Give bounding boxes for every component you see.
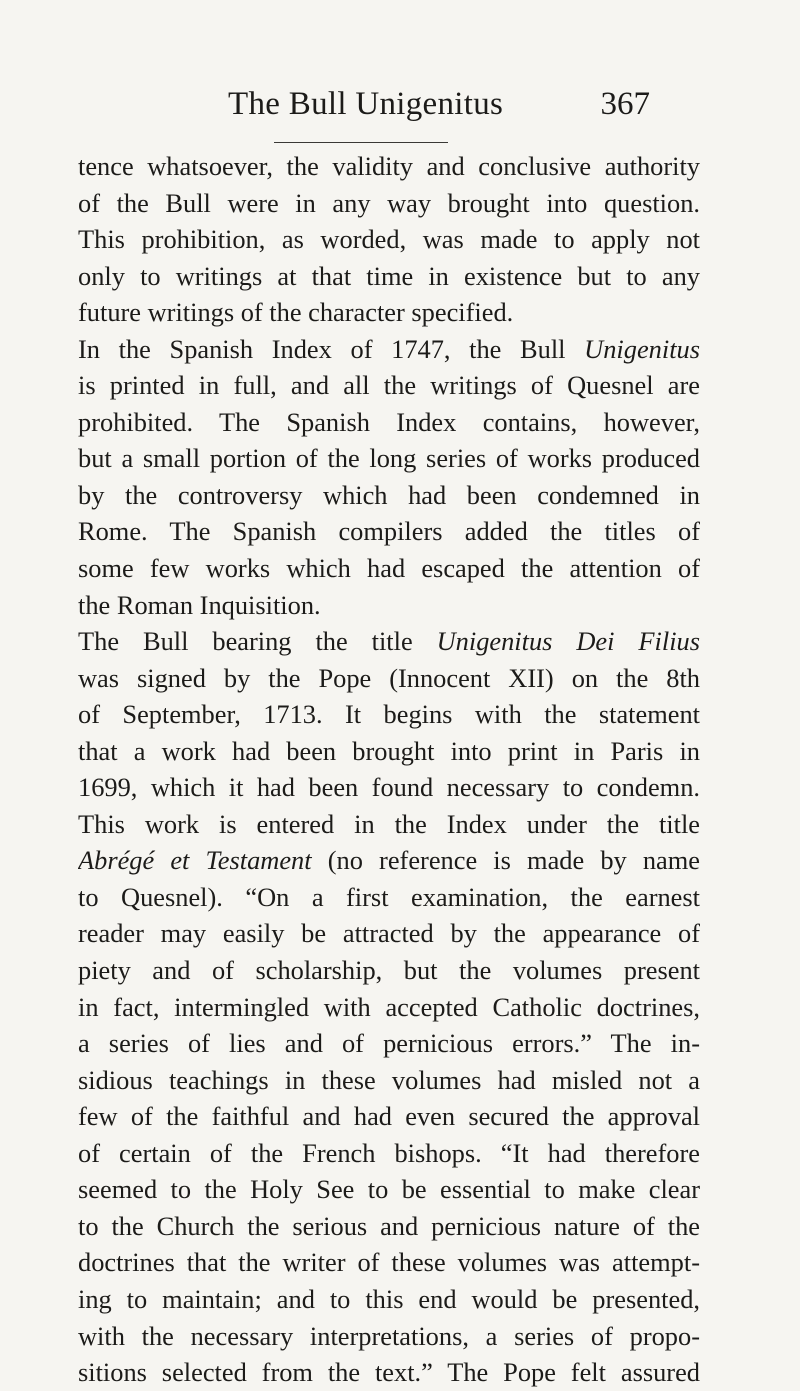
text-line: of certain of the French bishops. “It had therefore: [78, 1137, 700, 1168]
text-line: to Quesnel). “On a first examination, the earnest: [78, 881, 700, 912]
text-run: In the Spanish Index of 1747, the Bull: [78, 333, 585, 364]
italic-title: Unigenitus Dei Filius: [436, 626, 700, 657]
text-run: (no reference is made by name: [311, 845, 700, 876]
text-line: was signed by the Pope (Innocent XII) on the 8th: [78, 662, 700, 693]
text-line: few of the faithful and had even secured the approval: [78, 1101, 700, 1132]
running-head: [100, 86, 700, 130]
italic-title: Abrégé et Testament: [78, 845, 312, 876]
text-line: sitions selected from the text.” The Pope felt assured: [78, 1357, 700, 1388]
text-line: of the Bull were in any way brought into question.: [78, 187, 700, 218]
text-line: by the controversy which had been condemned in: [78, 479, 700, 510]
text-line: that a work had been brought into print in Paris in: [78, 735, 700, 766]
text-line: This work is entered in the Index under the title: [78, 808, 700, 839]
header-rule: [274, 142, 448, 143]
text-line: prohibited. The Spanish Index contains, however,: [78, 406, 700, 437]
text-line: only to writings at that time in existence but to any: [78, 260, 700, 291]
text-line: Rome. The Spanish compilers added the titles of: [78, 516, 700, 547]
text-line: [78, 331, 700, 368]
text-line: in fact, intermingled with accepted Catholic doctrines,: [78, 991, 700, 1022]
text-line: doctrines that the writer of these volumes was attempt-: [78, 1247, 700, 1278]
text-line: of September, 1713. It begins with the statement: [78, 699, 700, 730]
text-line: to the Church the serious and pernicious nature of the: [78, 1210, 700, 1241]
text-line: This prohibition, as worded, was made to apply not: [78, 224, 700, 255]
text-line: ing to maintain; and to this end would be presented,: [78, 1283, 700, 1314]
italic-title: Unigenitus: [584, 333, 700, 364]
body-text: [78, 148, 700, 1391]
text-line: 1699, which it had been found necessary to condemn.: [78, 772, 700, 803]
text-line: [78, 623, 700, 660]
text-line: the Roman Inquisition.: [78, 589, 321, 620]
text-line: piety and of scholarship, but the volumes present: [78, 955, 700, 986]
text-run: The Bull bearing the title: [78, 626, 437, 657]
text-line: with the necessary interpretations, a series of propo-: [78, 1320, 700, 1351]
text-line: sidious teachings in these volumes had misled not a: [78, 1064, 700, 1095]
text-line: some few works which had escaped the attention of: [78, 553, 700, 584]
running-title: The Bull Unigenitus: [228, 86, 504, 122]
text-line: future writings of the character specified.: [78, 297, 514, 328]
text-line: tence whatsoever, the validity and conclusive authority: [78, 151, 700, 181]
text-line: seemed to the Holy See to be essential to make clear: [78, 1174, 700, 1205]
text-line: [78, 842, 700, 879]
text-line: but a small portion of the long series of works produced: [78, 443, 700, 474]
text-line: is printed in full, and all the writings of Quesnel are: [78, 370, 700, 401]
text-line: reader may easily be attracted by the appearance of: [78, 918, 700, 949]
page-number: 367: [600, 86, 650, 122]
text-line: a series of lies and of pernicious errors.” The in-: [78, 1028, 700, 1059]
